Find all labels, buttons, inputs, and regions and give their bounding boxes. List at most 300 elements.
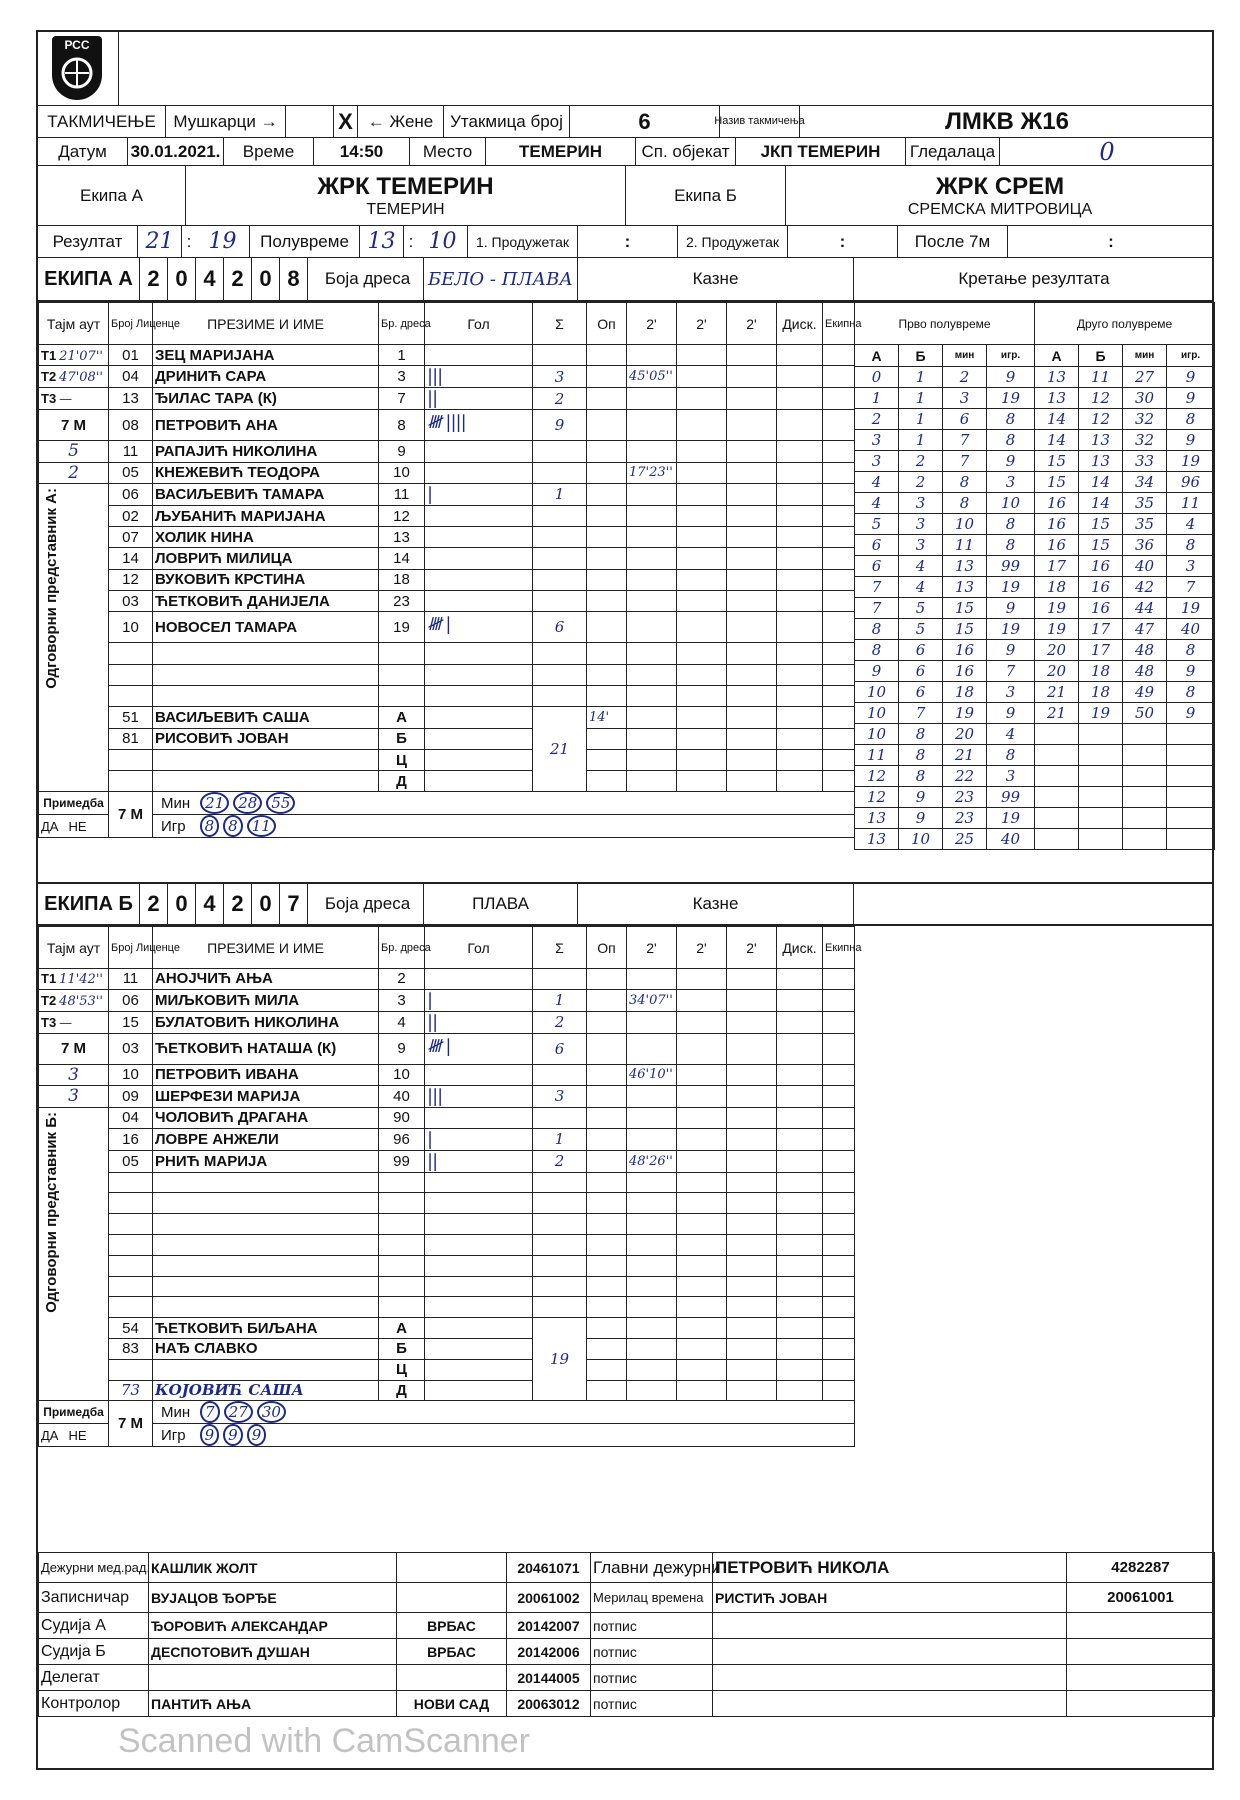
- goal-tally: ||: [425, 1011, 533, 1033]
- goal-tally: [425, 569, 533, 590]
- progress-cell: [1167, 745, 1215, 766]
- progress-row: [855, 451, 1215, 472]
- team-code-digit: 0: [252, 884, 280, 924]
- goal-tally: |: [425, 1128, 533, 1150]
- team-penalty-cell: [823, 410, 855, 441]
- footer-right-name: [713, 1639, 1067, 1665]
- goal-sum: [533, 1214, 587, 1235]
- two-min-cell: [627, 643, 677, 664]
- shirt-number: [379, 685, 425, 706]
- team-penalty-cell: [823, 685, 855, 706]
- progress-cell: [1123, 745, 1167, 766]
- progress-row: [855, 745, 1215, 766]
- sevenm-summary-row: [39, 1424, 855, 1447]
- progress-cell: 8: [987, 430, 1035, 451]
- goal-sum: 6: [533, 612, 587, 643]
- disq-cell: [777, 1234, 823, 1255]
- progress-cell: 9: [987, 703, 1035, 724]
- warning-cell: [587, 1359, 627, 1380]
- goal-tally: [425, 1107, 533, 1128]
- two-min-cell: [727, 345, 777, 366]
- warning-cell: [587, 1128, 627, 1150]
- disq-cell: [777, 548, 823, 569]
- player-row: [39, 1011, 855, 1033]
- timeout-label: Т3: [41, 1014, 57, 1030]
- footer-code: 20142007: [507, 1613, 591, 1639]
- disq-cell: [777, 1359, 823, 1380]
- two-min-cell: [627, 441, 677, 462]
- official-license: 54: [109, 1318, 153, 1339]
- goal-tally: 𝍸 |: [425, 1033, 533, 1064]
- progress-cell: 4: [1167, 514, 1215, 535]
- goal-tally: [425, 1380, 533, 1401]
- player-row: [39, 462, 855, 483]
- two-min-cell: [727, 1128, 777, 1150]
- player-row: [39, 388, 855, 410]
- official-footer-row: [39, 1583, 1215, 1613]
- two-min-cell: [727, 441, 777, 462]
- goal-tally: ||: [425, 1150, 533, 1172]
- progress-cell: 44: [1123, 598, 1167, 619]
- two-min-cell: [677, 1128, 727, 1150]
- disq-cell: [777, 1276, 823, 1297]
- two-min-cell: [727, 1150, 777, 1172]
- goal-sum: [533, 345, 587, 366]
- team-b-table: [38, 926, 862, 1447]
- men-label: Мушкарци →: [166, 106, 286, 137]
- progress-cell: 19: [1079, 703, 1123, 724]
- license-number: 07: [109, 527, 153, 548]
- goal-sum: [533, 591, 587, 612]
- sum-header: Σ: [533, 927, 587, 969]
- player-row: [39, 505, 855, 526]
- progress-table: [854, 302, 1215, 850]
- team-a-name: ЖРК ТЕМЕРИН: [317, 172, 494, 200]
- progress-cell: [1079, 745, 1123, 766]
- goal-tally: [425, 1359, 533, 1380]
- player-name: [153, 1172, 379, 1193]
- disq-cell: [777, 388, 823, 410]
- timeout-value: —: [59, 1015, 73, 1031]
- disq-cell: [777, 1380, 823, 1401]
- two-min-cell: [627, 345, 677, 366]
- footer-code: 20061002: [507, 1583, 591, 1613]
- progress-cell: 3: [855, 430, 899, 451]
- remark-label: Примедба: [39, 1401, 109, 1424]
- progress-cell: 8: [899, 745, 943, 766]
- team-penalty-cell: [823, 345, 855, 366]
- progress-cell: 14: [1035, 409, 1079, 430]
- warning-cell: [587, 989, 627, 1011]
- progress-row: [855, 640, 1215, 661]
- two-min-cell: [727, 1234, 777, 1255]
- player-row: [39, 664, 855, 685]
- disq-cell: [777, 664, 823, 685]
- disq-cell: [777, 591, 823, 612]
- license-number: [109, 1214, 153, 1235]
- two-min-cell: [727, 462, 777, 483]
- score-sheet: РСС ТАКМИЧЕЊЕ Мушкарци → X ← Жене Утакмица број 6 Назив такмичења ЛМКВ Ж16 Датум 30.01.2021. Време 14:50 Место ТЕМЕРИН Сп. објекат ЈКП ТЕМЕРИН Гледалаца 0 Екипа А ЖРК ТЕМЕРИН ТЕМЕРИН Екипа Б ЖРК СРЕМ СРЕМСКА МИТРОВИЦА Резултат 21 : 19 Полувреме 13 : 10 1. Продужетак : 2. Продужетак : После 7м : ЕКИПА А 2 0 4 2 0 8 Боја дреса БЕЛО - ПЛАВА Казне Кретање резултата Тајм аут Број Лиценце ПРЕЗИМЕ И ИМЕ Бр. дреса Гол Σ Оп 2' 2' 2' Диск. Екипна Т1 21'07'' 01 ЗЕЦ МАРИЈАНА 1 Т2 47'08'' 04 ДРИНИЋ САРА 3 ||| 3 45'05'' Т3 — 13 ЂИЛАС ТАРА (К) 7 || 2 7 М 08 ПЕТРОВИЋ АНА 8 𝍸 |||| 9 5 11 РАПАЈИЋ НИКОЛИНА 9 2 05 КНЕЖЕВИЋ ТЕОДОРА 10 17'23'' Одговорни представник А: 06 ВАСИЉЕВИЋ ТАМАРА 11 | 1 02 ЉУБАНИЋ МАРИЈАНА 12 07 ХОЛИК НИНА 13 14 ЛОВРИЋ МИЛИЦА 14 12 ВУКОВИЋ КРСТИНА 18 03 ЋЕТКОВИЋ ДАНИЈЕЛА 23 10 НОВОСЕЛ ТАМАРА 19 𝍸 | 6 51 ВАСИЉЕВИЋ САША А 21 14' 81 РИСОВИЋ ЈОВАН Б Ц Д Примедба 7 М Мин 21 28 55 ДА НЕ Игр 8 8 11 Прво полувреме Друго полувреме А Б мин игр. А Б мин игр. 0 1 2 9 13 11 27 9 1 1 3 19 13 12 30 9 2 1 6 8 14 12 32 8 3 1 7 8 14 13 32 9 3 2 7 9 15 13 33 19 4 2 8 3 15 14 34 96 4 3 8 10 16 14 35 11 5 3 10 8 16 15 35 4 6 3 11 8 16 15 36 8 6 4 13 99 17 16 40 3 7 4 13 19 18 16 42 7 7 5 15 9 19 16 44 19 8 5 15 19 19 17 47 40 8 6 16 9 20 17 48 8 9 6 16 7 20 18 48 9 10 6 18 3 21 18 49 8 10 7 19 9 21 19 50 9 10 8 20 4 11 8 21 8 12 8 22 3 12 9 23 99 13 9 23 19 13 10 25 40 ЕКИПА Б 2 0 4 2 0 7 Боја дреса ПЛАВА Казне Тајм аут Број Лиценце ПРЕЗИМЕ И ИМЕ Бр. дреса Гол Σ Оп 2' 2' 2' Диск. Екипна Т1 11'42'' 11 АНОЈЧИЋ АЊА 2 Т2 48'53'' 06 МИЉКОВИЋ МИЛА 3 | 1 34'07'' Т3 — 15 БУЛАТОВИЋ НИКОЛИНА 4 || 2 7 М 03 ЋЕТКОВИЋ НАТАША (К) 9 𝍸 | 6 3 10 ПЕТРОВИЋ ИВАНА 10 46'10'' 3 09 ШЕРФЕЗИ МАРИЈА 40 ||| 3 Одговорни представник Б: 04 ЧОЛОВИЋ ДРАГАНА 90 16 ЛОВРЕ АНЖЕЛИ 96 | 1 05 РНИЋ МАРИЈА 99 || 2 48'26'' 54 ЋЕТКОВИЋ БИЉАНА А 19 83 НАЂ СЛАВКО Б Ц 73 КОЈОВИЋ САША Д Примедба 7 М Мин 7 27 30 ДА НЕ Игр 9 9 9 Дежурни мед.рад. КАШЛИК ЖОЛТ 20461071 Главни дежурни ПЕТРОВИЋ НИКОЛА 4282287 Записничар ВУЈАЦОВ ЂОРЂЕ 20061002 Мерилац времена РИСТИЋ ЈОВАН 20061001 Судија А ЂОРОВИЋ АЛЕКСАНДАР ВРБАС 20142007 потпис Судија Б ДЕСПОТОВИЋ ДУШАН ВРБАС 20142006 потпис Делегат 20144005 потпис Контролор ПАНТИЋ АЊА НОВИ САД 20063012 потпис Scanned with CamScanner: [36, 30, 1214, 1770]
- official-name: КОЈОВИЋ САША: [153, 1380, 379, 1401]
- two-min-cell: [727, 989, 777, 1011]
- player-row: [39, 969, 855, 990]
- two-min-cell: [677, 749, 727, 770]
- two-min-cell: [627, 1107, 677, 1128]
- warning-cell: [587, 1338, 627, 1359]
- progress-cell: 8: [987, 514, 1035, 535]
- player-name: ВАСИЉЕВИЋ ТАМАРА: [153, 483, 379, 505]
- team-b-label: Екипа Б: [626, 166, 786, 225]
- two-min-cell: [677, 1380, 727, 1401]
- two-min-cell: [627, 1193, 677, 1214]
- official-letter: А: [379, 707, 425, 728]
- progress-cell: [1123, 808, 1167, 829]
- progress-cell: 30: [1123, 388, 1167, 409]
- goal-sum: [533, 462, 587, 483]
- two-min-header: 2': [727, 303, 777, 345]
- footer-role-label: Делегат: [39, 1665, 149, 1691]
- team-penalty-cell: [823, 1255, 855, 1276]
- goal-tally: [425, 969, 533, 990]
- team-b-title-row: [38, 882, 1212, 926]
- team-penalty-cell: [823, 1193, 855, 1214]
- goal-sum: 3: [533, 366, 587, 388]
- progress-cell: 5: [899, 619, 943, 640]
- two-min-cell: [627, 749, 677, 770]
- official-row: [39, 749, 855, 770]
- warning-cell: [587, 1255, 627, 1276]
- progress-cell: 8: [1167, 640, 1215, 661]
- two-min-cell: [677, 612, 727, 643]
- two-min-cell: [627, 505, 677, 526]
- progress-cell: 15: [1035, 451, 1079, 472]
- igr-label: Игр: [161, 1427, 186, 1445]
- two-min-cell: [627, 1172, 677, 1193]
- team-penalty-cell: [823, 749, 855, 770]
- official-letter: Б: [379, 728, 425, 749]
- official-footer-row: [39, 1639, 1215, 1665]
- progress-cell: 10: [987, 493, 1035, 514]
- player-row: [39, 569, 855, 590]
- sevenm-mark: 2: [39, 462, 109, 483]
- timeout-value: 11'42'': [59, 972, 103, 988]
- team-penalty-cell: [823, 1033, 855, 1064]
- disq-cell: [777, 1172, 823, 1193]
- official-license: 81: [109, 728, 153, 749]
- progress-cell: 13: [1035, 388, 1079, 409]
- two-min-cell: [727, 1255, 777, 1276]
- progress-cell: 3: [899, 535, 943, 556]
- official-row: [39, 728, 855, 749]
- progress-cell: 4: [855, 493, 899, 514]
- goal-tally: [425, 643, 533, 664]
- progress-cell: [1079, 808, 1123, 829]
- goal-tally: [425, 1214, 533, 1235]
- two-min-cell: [627, 1214, 677, 1235]
- warning-cell: [587, 728, 627, 749]
- two-min-cell: [677, 1318, 727, 1339]
- shirt-number: [379, 1172, 425, 1193]
- two-min-cell: 48'26'': [627, 1150, 677, 1172]
- progress-cell: 15: [1035, 472, 1079, 493]
- player-name: МИЉКОВИЋ МИЛА: [153, 989, 379, 1011]
- disq-cell: [777, 771, 823, 792]
- min-label: Мин: [161, 1404, 191, 1422]
- goal-sum: [533, 548, 587, 569]
- footer-right-name: [713, 1665, 1067, 1691]
- progress-cell: 2: [943, 367, 987, 388]
- footer-role-label: Судија А: [39, 1613, 149, 1639]
- official-letter: Б: [379, 1338, 425, 1359]
- sevenm-summary-label: 7 М: [109, 792, 153, 838]
- progress-cell: 9: [987, 367, 1035, 388]
- goal-tally: [425, 1276, 533, 1297]
- kazne-label-b: Казне: [578, 884, 854, 924]
- goal-sum: [533, 643, 587, 664]
- official-name: [153, 749, 379, 770]
- goal-sum: [533, 441, 587, 462]
- two-min-cell: [727, 1297, 777, 1318]
- two-min-cell: [627, 664, 677, 685]
- progress-col-min: мин: [1123, 345, 1167, 367]
- progress-cell: 13: [855, 808, 899, 829]
- footer-code: 20461071: [507, 1553, 591, 1583]
- team-penalty-header: Екипна: [823, 927, 855, 969]
- team-penalty-cell: [823, 1128, 855, 1150]
- progress-cell: 3: [943, 388, 987, 409]
- progress-col-igr: игр.: [1167, 345, 1215, 367]
- progress-cell: 36: [1123, 535, 1167, 556]
- timeout-label: Т1: [41, 347, 57, 363]
- shirt-number: 23: [379, 591, 425, 612]
- progress-cell: 7: [855, 577, 899, 598]
- progress-cell: 25: [943, 829, 987, 850]
- warning-cell: [587, 483, 627, 505]
- footer-right-name: [713, 1691, 1067, 1717]
- team-penalty-cell: [823, 1172, 855, 1193]
- two-min-cell: [677, 1214, 727, 1235]
- warning-header: Оп: [587, 927, 627, 969]
- progress-row: [855, 577, 1215, 598]
- official-footer-row: [39, 1613, 1215, 1639]
- team-penalty-cell: [823, 612, 855, 643]
- player-name: НОВОСЕЛ ТАМАРА: [153, 612, 379, 643]
- two-min-cell: [677, 1276, 727, 1297]
- remark-yes: ДА: [41, 1427, 59, 1443]
- progress-cell: 13: [943, 577, 987, 598]
- half-a: 13: [360, 226, 404, 257]
- warning-cell: [587, 612, 627, 643]
- team-penalty-cell: [823, 1085, 855, 1107]
- team-penalty-cell: [823, 569, 855, 590]
- sevenm-summary-label: 7 М: [109, 1401, 153, 1447]
- goal-tally: [425, 1234, 533, 1255]
- official-license: [109, 1359, 153, 1380]
- team-code-digit: 2: [224, 884, 252, 924]
- player-row: [39, 685, 855, 706]
- progress-cell: 5: [899, 598, 943, 619]
- two-min-header: 2': [627, 303, 677, 345]
- progress-cell: 8: [1167, 409, 1215, 430]
- progress-cell: 3: [987, 766, 1035, 787]
- player-row: [39, 1085, 855, 1107]
- footer-city: ВРБАС: [397, 1639, 507, 1665]
- two-min-cell: [627, 410, 677, 441]
- license-number: 13: [109, 388, 153, 410]
- progress-row: [855, 724, 1215, 745]
- progress-cell: 8: [943, 493, 987, 514]
- progress-row: [855, 367, 1215, 388]
- comp-name: ЛМКВ Ж16: [945, 107, 1069, 135]
- team-goal-total: 19: [533, 1318, 587, 1401]
- team-penalty-cell: [823, 1107, 855, 1128]
- progress-row: [855, 388, 1215, 409]
- two-min-cell: [677, 1085, 727, 1107]
- two-min-cell: [677, 1193, 727, 1214]
- time-value: 14:50: [314, 138, 410, 165]
- progress-cell: 7: [1167, 577, 1215, 598]
- progress-cell: [1167, 787, 1215, 808]
- result-a: 21: [138, 226, 182, 257]
- disq-cell: [777, 612, 823, 643]
- license-number: 02: [109, 505, 153, 526]
- team-penalty-header: Екипна: [823, 303, 855, 345]
- logo-text: РСС: [64, 38, 90, 52]
- shirt-number: [379, 1193, 425, 1214]
- progress-row: [855, 808, 1215, 829]
- player-name: ЛОВРИЋ МИЛИЦА: [153, 548, 379, 569]
- goal-tally: [425, 1172, 533, 1193]
- progress-cell: 19: [943, 703, 987, 724]
- official-name: НАЂ СЛАВКО: [153, 1338, 379, 1359]
- two-min-cell: [677, 969, 727, 990]
- remark-no: НЕ: [68, 818, 87, 834]
- goal-sum: [533, 1276, 587, 1297]
- date-label: Датум: [38, 138, 128, 165]
- shirt-number: 14: [379, 548, 425, 569]
- warning-cell: [587, 527, 627, 548]
- team-penalty-cell: [823, 388, 855, 410]
- disq-cell: [777, 707, 823, 728]
- disq-cell: [777, 749, 823, 770]
- warning-cell: [587, 664, 627, 685]
- official-row: [39, 1318, 855, 1339]
- two-min-cell: [727, 591, 777, 612]
- progress-cell: 0: [855, 367, 899, 388]
- footer-role-label: Дежурни мед.рад.: [39, 1553, 149, 1583]
- team-penalty-cell: [823, 527, 855, 548]
- progress-cell: [1167, 829, 1215, 850]
- license-number: 11: [109, 969, 153, 990]
- goal-sum: [533, 685, 587, 706]
- progress-row: [855, 829, 1215, 850]
- two-min-cell: [727, 612, 777, 643]
- progress-cell: 2: [855, 409, 899, 430]
- team-code-digit: 0: [168, 884, 196, 924]
- two-min-cell: [627, 728, 677, 749]
- two-min-cell: [727, 1214, 777, 1235]
- disq-cell: [777, 505, 823, 526]
- progress-col-a: А: [1035, 345, 1079, 367]
- progress-cell: 16: [1035, 514, 1079, 535]
- warning-cell: [587, 1214, 627, 1235]
- progress-cell: 17: [1035, 556, 1079, 577]
- progress-cell: 13: [1079, 451, 1123, 472]
- goal-sum: [533, 505, 587, 526]
- shirt-number: 12: [379, 505, 425, 526]
- license-number: 09: [109, 1085, 153, 1107]
- official-license: 83: [109, 1338, 153, 1359]
- progress-col-b: Б: [1079, 345, 1123, 367]
- license-number: 05: [109, 462, 153, 483]
- two-min-cell: [677, 664, 727, 685]
- disq-cell: [777, 569, 823, 590]
- shirt-number: 9: [379, 1033, 425, 1064]
- progress-col-min: мин: [943, 345, 987, 367]
- two-min-cell: [677, 1297, 727, 1318]
- progress-cell: 1: [899, 367, 943, 388]
- warning-cell: [587, 969, 627, 990]
- goal-tally: [425, 728, 533, 749]
- license-number: 04: [109, 366, 153, 388]
- player-name: ЉУБАНИЋ МАРИЈАНА: [153, 505, 379, 526]
- footer-city: [397, 1665, 507, 1691]
- progress-cell: 9: [987, 598, 1035, 619]
- progress-cell: 4: [987, 724, 1035, 745]
- progress-cell: 8: [987, 409, 1035, 430]
- progress-cell: 33: [1123, 451, 1167, 472]
- progress-cell: 18: [943, 682, 987, 703]
- footer-city: [397, 1553, 507, 1583]
- shirt-number: [379, 643, 425, 664]
- two-min-cell: [627, 1276, 677, 1297]
- progress-cell: 19: [987, 808, 1035, 829]
- two-min-cell: [677, 462, 727, 483]
- license-header: Број Лиценце: [109, 303, 153, 345]
- team-penalty-cell: [823, 664, 855, 685]
- warning-cell: 14': [587, 707, 627, 728]
- progress-cell: 19: [987, 577, 1035, 598]
- warning-cell: [587, 771, 627, 792]
- team-code-digit: 4: [196, 258, 224, 300]
- progress-cell: 3: [899, 493, 943, 514]
- progress-cell: 32: [1123, 430, 1167, 451]
- name-header: ПРЕЗИМЕ И ИМЕ: [153, 927, 379, 969]
- column-header-row: [39, 303, 855, 345]
- progress-half-header: [855, 303, 1215, 345]
- license-number: [109, 664, 153, 685]
- goal-tally: ||: [425, 388, 533, 410]
- two-min-cell: [677, 591, 727, 612]
- two-min-cell: [727, 1107, 777, 1128]
- official-footer-row: [39, 1553, 1215, 1583]
- sevenm-player: 8: [200, 815, 220, 837]
- progress-cell: 6: [899, 640, 943, 661]
- disq-cell: [777, 969, 823, 990]
- match-no: 6: [570, 106, 720, 137]
- goal-sum: [533, 969, 587, 990]
- warning-cell: [587, 410, 627, 441]
- official-letter: Ц: [379, 749, 425, 770]
- team-b-city: СРЕМСКА МИТРОВИЦА: [907, 200, 1093, 218]
- two-min-cell: [677, 1107, 727, 1128]
- team-code-digit: 0: [168, 258, 196, 300]
- official-letter: Д: [379, 771, 425, 792]
- sevenm-summary-row: [39, 815, 855, 838]
- progress-cell: 8: [899, 724, 943, 745]
- goal-tally: [425, 1255, 533, 1276]
- progress-row: [855, 409, 1215, 430]
